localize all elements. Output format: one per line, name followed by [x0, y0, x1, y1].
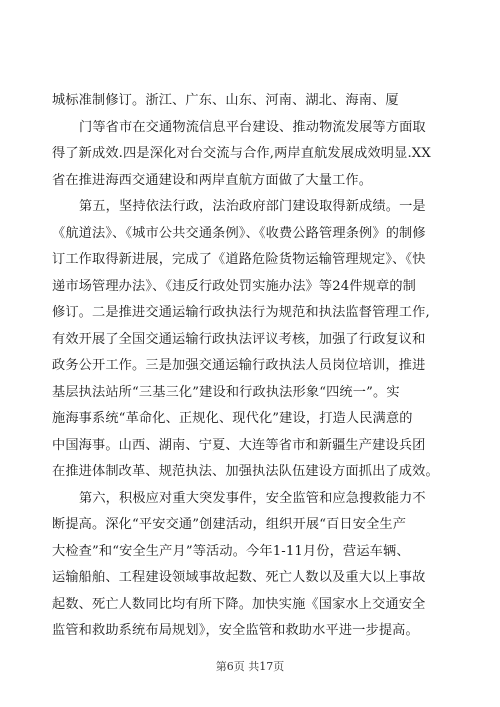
paragraph-taiwan-exchange [52, 115, 452, 195]
text-line: 得了新成效.四是深化对台交流与合作,两岸直航发展成效明显.XX [52, 146, 431, 161]
text-line: 大检查”和“安全生产月”等活动。今年1-11月份，营运车辆、 [52, 543, 410, 559]
text-line: 中国海事。山西、湖南、宁夏、大连等省市和新疆生产建设兵团 [52, 437, 426, 453]
text-line: 监管和救助系统布局规划》，安全监管和救助水平进一步提高。 [52, 623, 419, 638]
paragraph-rule-of-law [52, 194, 452, 486]
text-line: 《航道法》、《城市公共交通条例》、《收费公路管理条例》的制修 [52, 225, 426, 241]
text-line: 基层执法站所“三基三化”建设和行政执法形象“四统一”。实 [52, 384, 400, 400]
text-line: 政务公开工作。三是加强交通运输行政执法人员岗位培训，推进 [52, 358, 426, 373]
text-line: 施海事系统“革命化、正规化、现代化”建设，打造人民满意的 [52, 411, 413, 426]
text-line: 省在推进海西交通建设和两岸直航方面做了大量工作。 [52, 172, 373, 188]
text-line: 第六，积极应对重大突发事件，安全监管和应急搜救能力不 [79, 490, 426, 506]
text-line: 有效开展了全国交通运输行政执法评议考核，加强了行政复议和 [52, 331, 426, 347]
text-line: 断提高。深化“平安交通”创建活动，组织开展“百日安全生产 [52, 517, 407, 532]
text-line: 修订。二是推进交通运输行政执法行为规范和执法监督管理工作, [52, 305, 430, 320]
document-body [52, 88, 452, 645]
text-line: 第五，坚持依法行政，法治政府部门建设取得新成绩。一是 [79, 199, 426, 214]
text-line: 订工作取得新进展，完成了《道路危险货物运输管理规定》、《快 [52, 252, 426, 267]
text-line: 门等省市在交通物流信息平台建设、推动物流发展等方面取 [79, 119, 426, 135]
page-number-footer: 第6页 共17页 [215, 660, 285, 673]
text-line: 在推进体制改革、规范执法、加强执法队伍建设方面抓出了成效。 [52, 464, 439, 479]
paragraph-safety-supervision [52, 486, 452, 645]
paragraph-continuation [52, 88, 452, 115]
text-line: 递市场管理办法》、《违反行政处罚实施办法》等24件规章的制 [52, 278, 416, 294]
text-line: 起数、死亡人数同比均有所下降。加快实施《国家水上交通安全 [52, 596, 426, 612]
text-line: 城标准制修订。浙江、广东、山东、河南、湖北、海南、厦 [52, 93, 399, 108]
text-line: 运输船舶、工程建设领域事故起数、死亡人数以及重大以上事故 [52, 570, 426, 585]
